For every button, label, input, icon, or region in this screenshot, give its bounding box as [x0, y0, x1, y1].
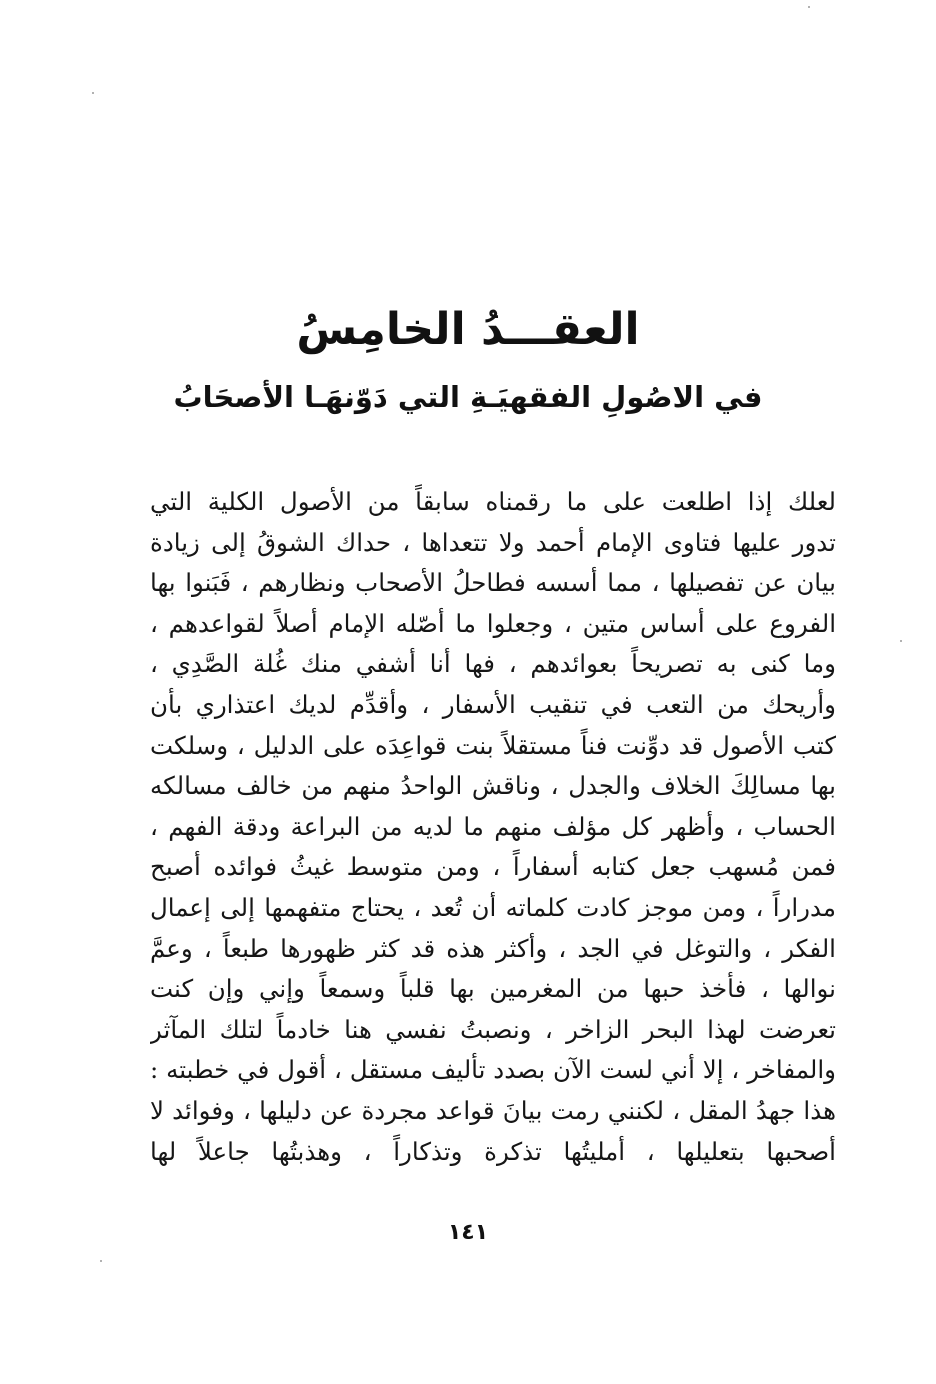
scan-speck [100, 1260, 102, 1262]
scan-speck [808, 6, 810, 8]
text-line: وأريحك من التعب في تنقيب الأسفار ، وأقدِّم لديك اعتذاري بأن [150, 689, 836, 719]
chapter-subtitle: في الاصُولِ الفقهيَـةِ التي دَوّنهَـا الأصحَابُ [173, 380, 763, 414]
text-line: بها مسالِكَ الخلاف والجدل ، وناقش الواحدُ منهم من خالف مسالكه [150, 771, 836, 801]
text-line: تعرضت لهذا البحر الزاخر ، ونصبتُ نفسي هنا خادماً لتلك المآثر [150, 1014, 836, 1044]
text-line: فمن مُسهب جعل كتابه أسفاراً ، ومن متوسط غيثُ فوائده أصبح [150, 852, 836, 882]
text-line: أصحبها بتعليلها ، أمليتُها تذكرة وتذكاراً ، وهذبتُها جاعلاً لها [150, 1136, 836, 1166]
text-line: الفروع على أساس متين ، وجعلوا ما أصّله الإمام أصلاً لقواعدهم ، [150, 608, 836, 638]
text-line: مدراراً ، ومن موجز كادت كلماته أن تُعد ، يحتاج متفهمها إلى إعمال [150, 892, 836, 922]
text-line: تدور عليها فتاوى الإمام أحمد ولا تتعداها ، حداك الشوقُ إلى زيادة [150, 527, 836, 557]
scan-speck [92, 92, 94, 94]
text-line: والمفاخر ، إلا أني لست الآن بصدد تأليف مستقل ، أقول في خطبته : [150, 1055, 836, 1085]
page-number: ١٤١ [447, 1220, 489, 1245]
scan-speck [900, 640, 902, 642]
text-line: وما كنى به تصريحاً بعوائدهم ، فها أنا أشفي منك غُلة الصَّدِي ، [150, 649, 836, 679]
text-line: الفكر ، والتوغل في الجد ، وأكثر هذه قد كثر ظهورها طبعاً ، وعمَّ [150, 933, 836, 963]
text-line: نوالها ، فأخذ حبها من المغرمين بها قلباً وسمعاً وإني وإن كنت [150, 974, 836, 1004]
text-line: بيان عن تفصيلها ، مما أسسه فطاحلُ الأصحاب ونظارهم ، فَبَنوا بها [150, 568, 836, 598]
body-paragraph [150, 482, 836, 1172]
text-line: هذا جهدُ المقل ، لكنني رمت بيانَ قواعد مجردة عن دليلها ، وفوائد لا [150, 1095, 836, 1125]
text-line: لعلك إذا اطلعت على ما رقمناه سابقاً من الأصول الكلية التي [150, 487, 836, 516]
text-line: كتب الأصول قد دوِّنت فناً مستقلاً بنت قواعِدَه على الدليل ، وسلكت [150, 730, 836, 760]
text-line: الحساب ، وأظهر كل مؤلف منهم ما لديه من البراعة ودقة الفهم ، [150, 811, 836, 841]
chapter-title: العقـــدُ الخامِسُ [296, 304, 640, 355]
